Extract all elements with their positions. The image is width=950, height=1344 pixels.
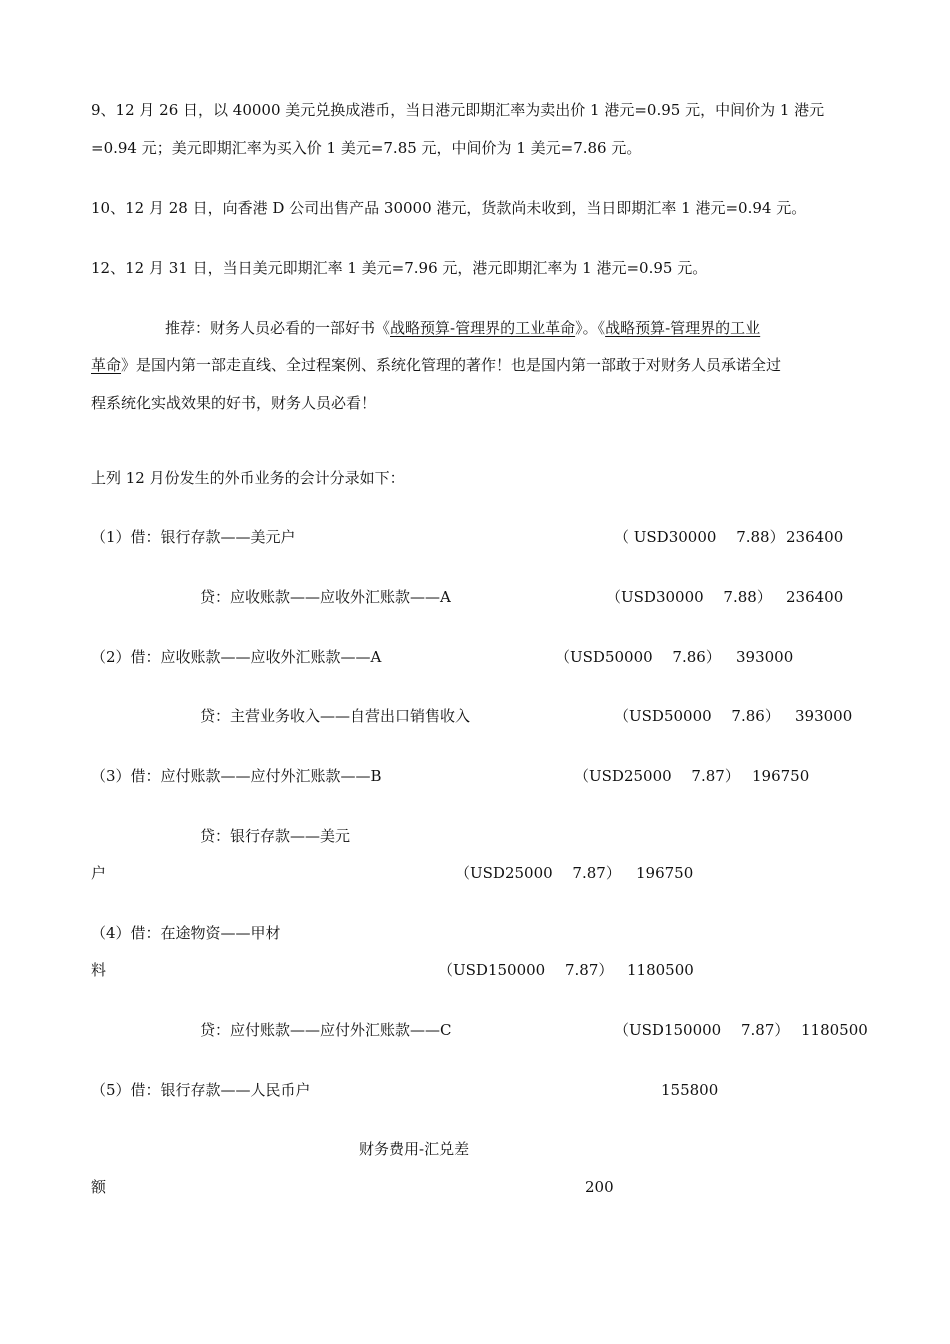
entry-1-debit-amount: 236400 — [786, 528, 844, 546]
entry-5-fee-amount: 200 — [585, 1178, 614, 1196]
entry-5-fee-account: 财务费用-汇兑差 — [359, 1140, 470, 1158]
entry-3-debit-account: （3）借：应付账款——应付外汇账款——B — [91, 767, 382, 785]
entry-5-debit-amount: 155800 — [661, 1081, 719, 1099]
entry-3-debit-fx: （USD25000 7.87） — [574, 767, 740, 785]
book-title-link-b-part2[interactable]: 革命 — [91, 356, 122, 374]
entry-1-debit-account: （1）借：银行存款——美元户 — [91, 528, 296, 546]
recommend-prefix: 推荐：财务人员必看的一部好书《 — [165, 319, 391, 337]
recommend-line-2 — [91, 355, 781, 375]
entry-3-credit-account-wrap: 户 — [91, 864, 107, 882]
entry-3-credit-fx: （USD25000 7.87） — [455, 864, 621, 882]
entry-2-credit-fx: （USD50000 7.86） — [614, 707, 780, 725]
entries-intro: 上列 12 月份发生的外币业务的会计分录如下： — [91, 469, 405, 487]
entry-5-fee-account-wrap: 额 — [91, 1178, 107, 1196]
entry-3-credit-account: 贷：银行存款——美元 — [200, 827, 351, 845]
book-title-link-a[interactable]: 战略预算-管理界的工业革命 — [390, 319, 576, 337]
entry-1-debit-fx: （ USD30000 7.88） — [614, 528, 785, 546]
recommend-line-1 — [165, 318, 760, 338]
entry-2-debit-amount: 393000 — [736, 648, 794, 666]
entry-5-debit-account: （5）借：银行存款——人民币户 — [91, 1081, 311, 1099]
paragraph-12: 12、12 月 31 日，当日美元即期汇率 1 美元=7.96 元，港元即期汇率为 1 港元=0.95 元。 — [91, 259, 708, 277]
recommend-middle: 》。《 — [575, 319, 606, 337]
entry-4-debit-fx: （USD150000 7.87） — [438, 961, 614, 979]
paragraph-9-line-2: =0.94 元；美元即期汇率为买入价 1 美元=7.85 元，中间价为 1 美元=7.86 元。 — [91, 139, 642, 157]
entry-4-credit-amount: 1180500 — [801, 1021, 868, 1039]
entry-1-credit-account: 贷：应收账款——应收外汇账款——A — [200, 588, 451, 606]
entry-4-credit-fx: （USD150000 7.87） — [614, 1021, 790, 1039]
entry-1-credit-amount: 236400 — [786, 588, 844, 606]
paragraph-9-line-1: 9、12 月 26 日，以 40000 美元兑换成港币，当日港元即期汇率为卖出价 1 港元=0.95 元，中间价为 1 港元 — [91, 101, 825, 119]
recommend-line-3: 程系统化实战效果的好书，财务人员必看！ — [91, 394, 377, 412]
paragraph-10: 10、12 月 28 日，向香港 D 公司出售产品 30000 港元，货款尚未收到，当日即期汇率 1 港元=0.94 元。 — [91, 199, 807, 217]
entry-4-debit-account: （4）借：在途物资——甲材 — [91, 924, 281, 942]
entry-3-debit-amount: 196750 — [752, 767, 810, 785]
book-title-link-b-part1[interactable]: 战略预算-管理界的工业 — [605, 319, 761, 337]
entry-4-debit-amount: 1180500 — [627, 961, 694, 979]
entry-2-debit-account: （2）借：应收账款——应收外汇账款——A — [91, 648, 382, 666]
entry-2-credit-amount: 393000 — [795, 707, 853, 725]
entry-2-debit-fx: （USD50000 7.86） — [555, 648, 721, 666]
entry-1-credit-fx: （USD30000 7.88） — [606, 588, 772, 606]
entry-3-credit-amount: 196750 — [636, 864, 694, 882]
entry-4-debit-account-wrap: 料 — [91, 961, 107, 979]
entry-2-credit-account: 贷：主营业务收入——自营出口销售收入 — [200, 707, 471, 725]
entry-4-credit-account: 贷：应付账款——应付外汇账款——C — [200, 1021, 452, 1039]
recommend-line-2-rest: 》是国内第一部走直线、全过程案例、系统化管理的著作！也是国内第一部敢于对财务人员承诺全过 — [121, 356, 782, 374]
